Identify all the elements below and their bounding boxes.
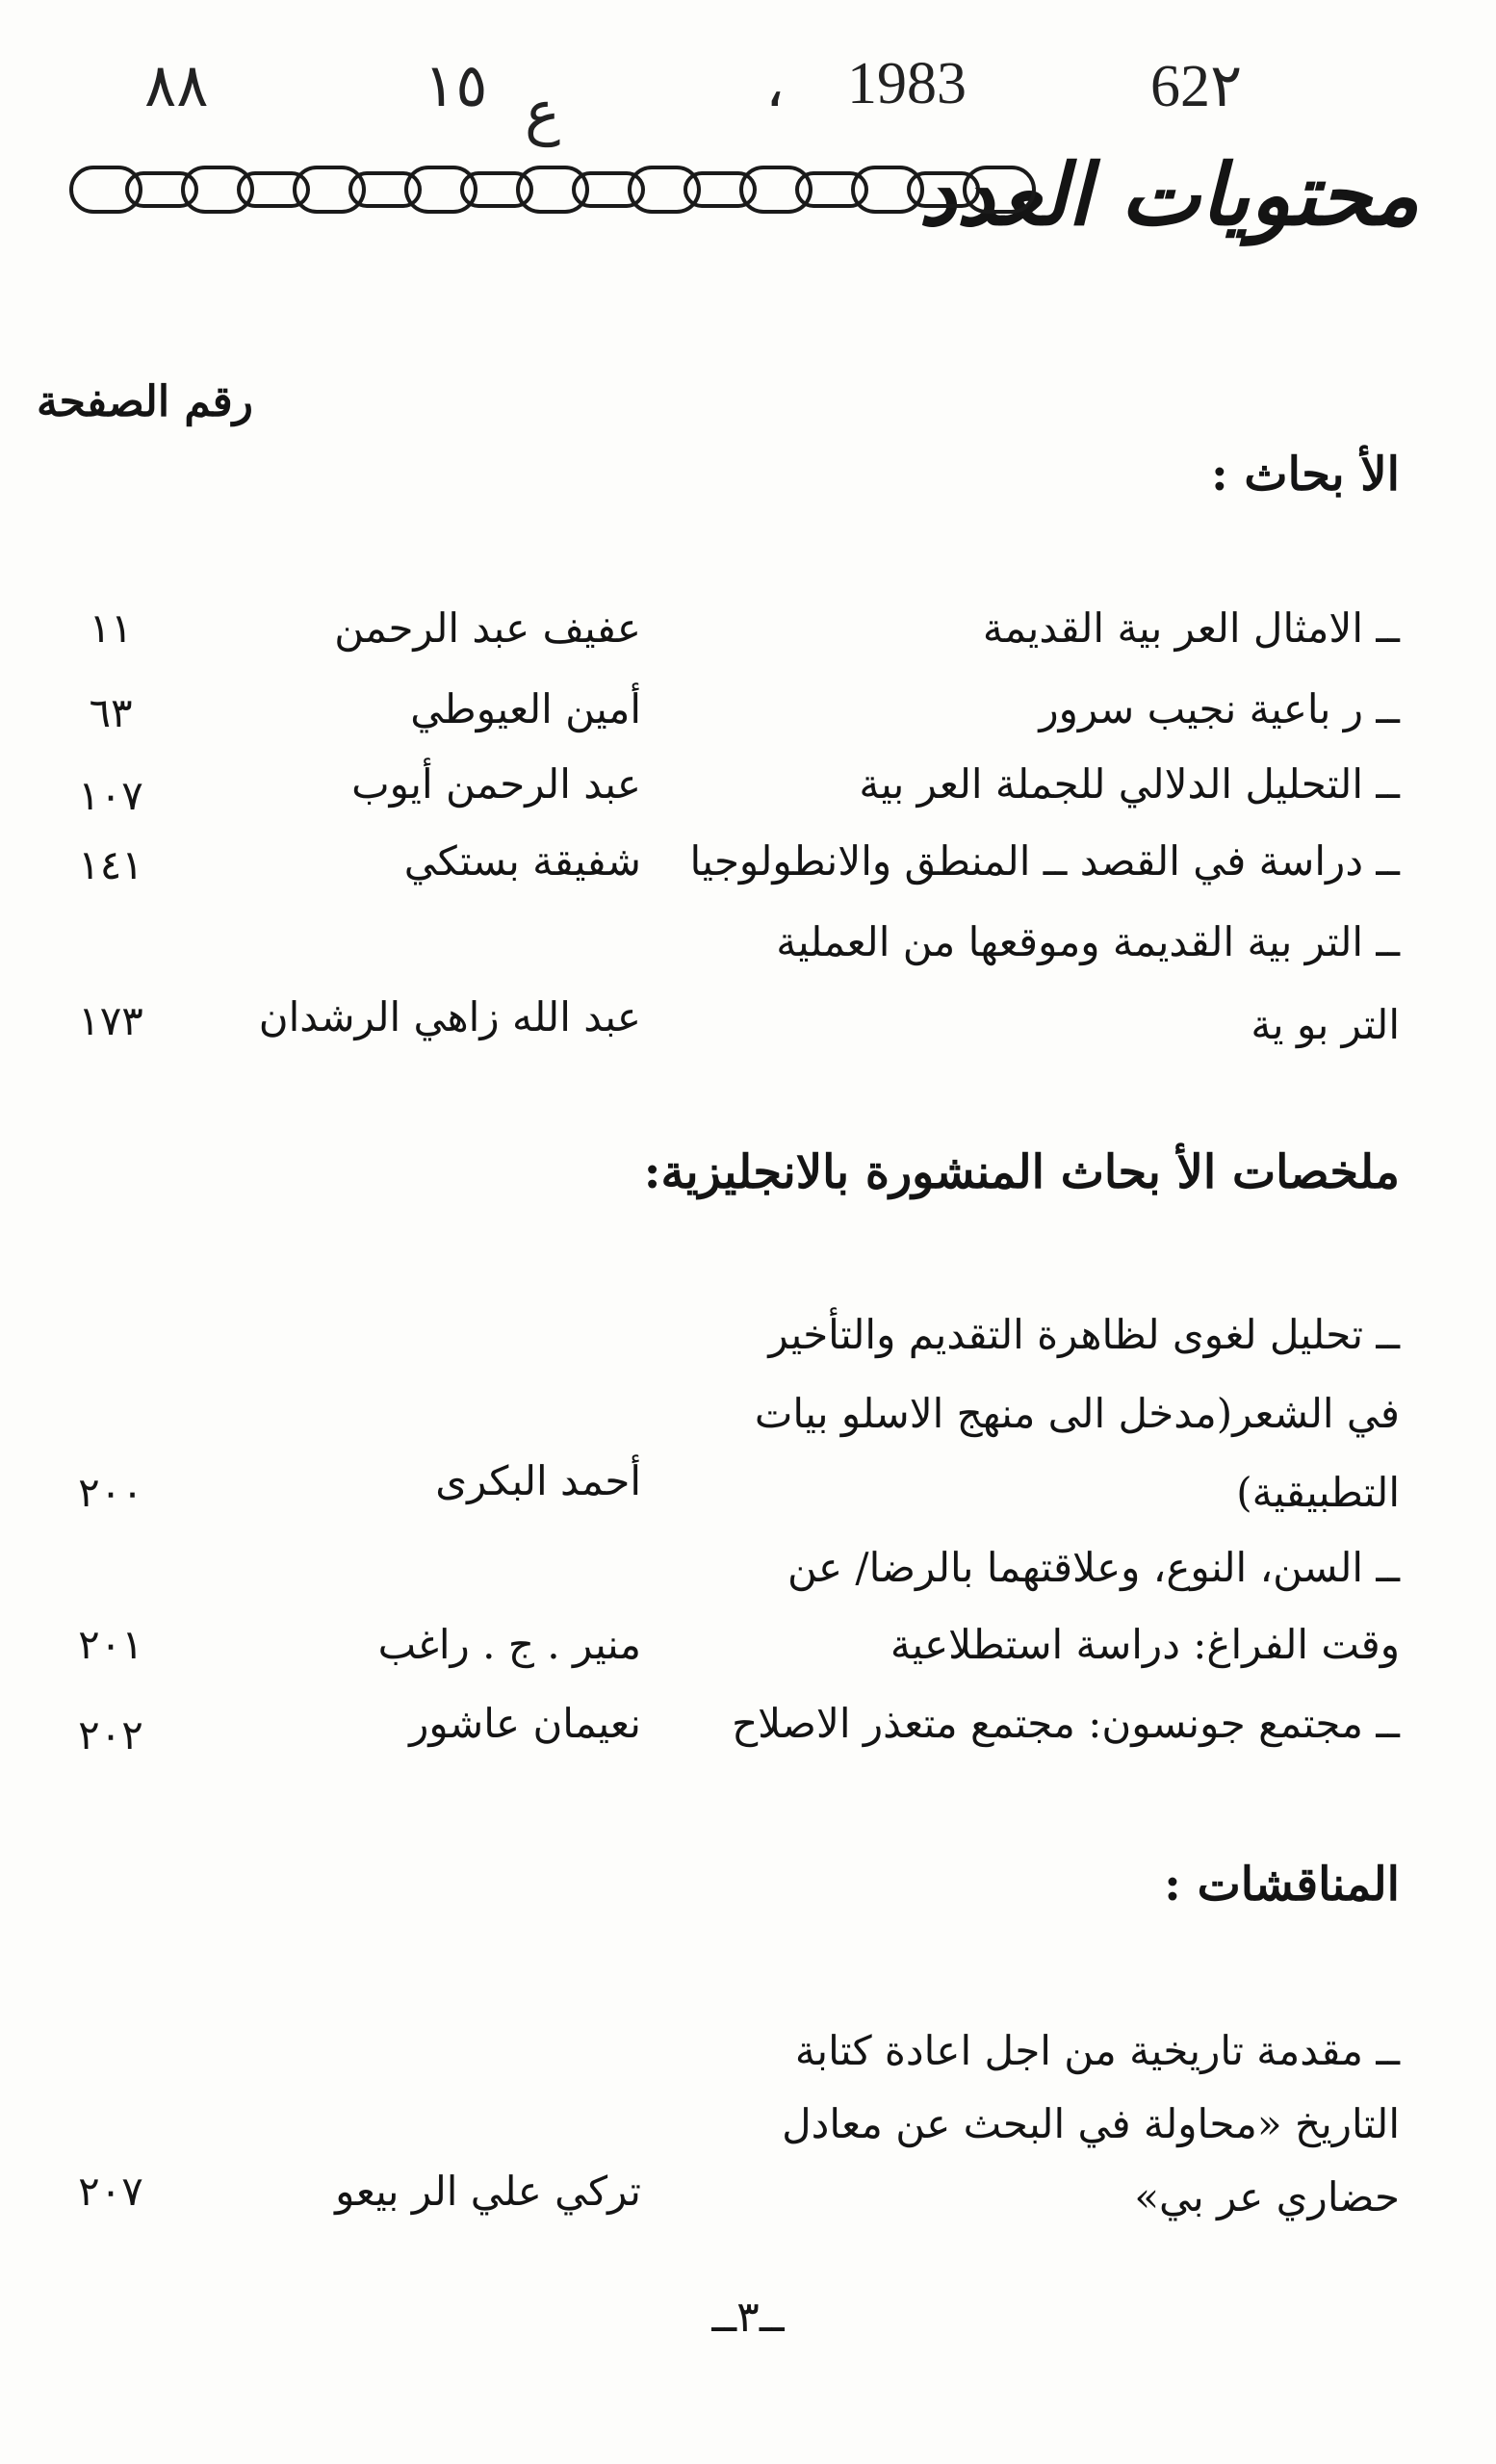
- entry-page: ١٤١: [78, 841, 143, 888]
- handwritten-issue-letter: ع: [525, 81, 560, 146]
- page-folio: ــ٣ــ: [711, 2293, 785, 2342]
- handwritten-issue-number: ١٥: [424, 54, 488, 119]
- entry-page: ٢٠٧: [78, 2168, 143, 2215]
- entry-title: ــ مجتمع جونسون: مجتمع متعذر الاصلاح: [732, 1700, 1400, 1747]
- entry-title-continuation: حضاري عر بي»: [1134, 2173, 1400, 2220]
- entry-title: ــ التر بية القديمة وموقعها من العملية: [776, 918, 1400, 965]
- section-heading-research: الأ بحاث :: [1210, 448, 1400, 501]
- decorative-chain-border: [67, 162, 1040, 218]
- entry-title: ــ السن، النوع، وعلاقتهما بالرضا/ عن: [787, 1544, 1400, 1591]
- entry-author: أمين العيوطي: [410, 685, 641, 732]
- entry-title-continuation: التاريخ «محاولة في البحث عن معادل: [782, 2100, 1400, 2147]
- entry-title-continuation: في الشعر(مدخل الى منهج الاسلو بيات: [754, 1390, 1400, 1437]
- entry-author: تركي علي الر بيعو: [335, 2168, 641, 2215]
- section-heading-discussions: المناقشات :: [1164, 1858, 1400, 1912]
- entry-page: ١٠٧: [78, 772, 143, 819]
- entry-page: ٢٠١: [78, 1621, 143, 1668]
- entry-author: منير . ج . راغب: [377, 1621, 641, 1668]
- handwritten-number-left: ٨٨: [144, 54, 209, 119]
- entry-title-continuation: وقت الفراغ: دراسة استطلاعية: [890, 1621, 1400, 1668]
- entry-author: عبد الله زاهي الرشدان: [258, 993, 641, 1040]
- entry-page: ١٧٣: [78, 997, 143, 1044]
- entry-author: عفيف عبد الرحمن: [334, 604, 641, 652]
- entry-title: ــ دراسة في القصد ــ المنطق والانطولوجيا: [689, 837, 1400, 885]
- entry-title: ــ تحليل لغوى لظاهرة التقديم والتأخير: [768, 1311, 1400, 1358]
- entry-page: ١١: [89, 604, 133, 652]
- entry-title-continuation: التر بو ية: [1251, 1001, 1400, 1048]
- page-title: محتويات العدد: [918, 144, 1419, 244]
- page-number-column-header: رقم الصفحة: [37, 377, 253, 426]
- entry-author: نعيمان عاشور: [409, 1700, 641, 1747]
- section-heading-english-summaries: ملخصات الأ بحاث المنشورة بالانجليزية:: [643, 1145, 1400, 1199]
- entry-page: ٢٠٠: [78, 1469, 143, 1516]
- entry-author: شفيقة بستكي: [403, 837, 641, 885]
- entry-title: ــ مقدمة تاريخية من اجل اعادة كتابة: [794, 2027, 1400, 2074]
- handwritten-comma: ،: [765, 54, 786, 119]
- handwritten-code: 62٢: [1150, 54, 1243, 119]
- entry-title: ــ الامثال العر بية القديمة: [982, 604, 1400, 652]
- entry-title: ــ التحليل الدلالي للجملة العر بية: [859, 760, 1400, 808]
- entry-title: ــ ر باعية نجيب سرور: [1039, 685, 1400, 732]
- handwritten-year: 1983: [847, 51, 967, 116]
- entry-page: ٢٠٢: [78, 1711, 143, 1758]
- entry-title-continuation: التطبيقية): [1236, 1469, 1400, 1516]
- entry-page: ٦٣: [89, 689, 133, 736]
- entry-author: أحمد البكرى: [435, 1457, 641, 1504]
- entry-author: عبد الرحمن أيوب: [351, 760, 641, 808]
